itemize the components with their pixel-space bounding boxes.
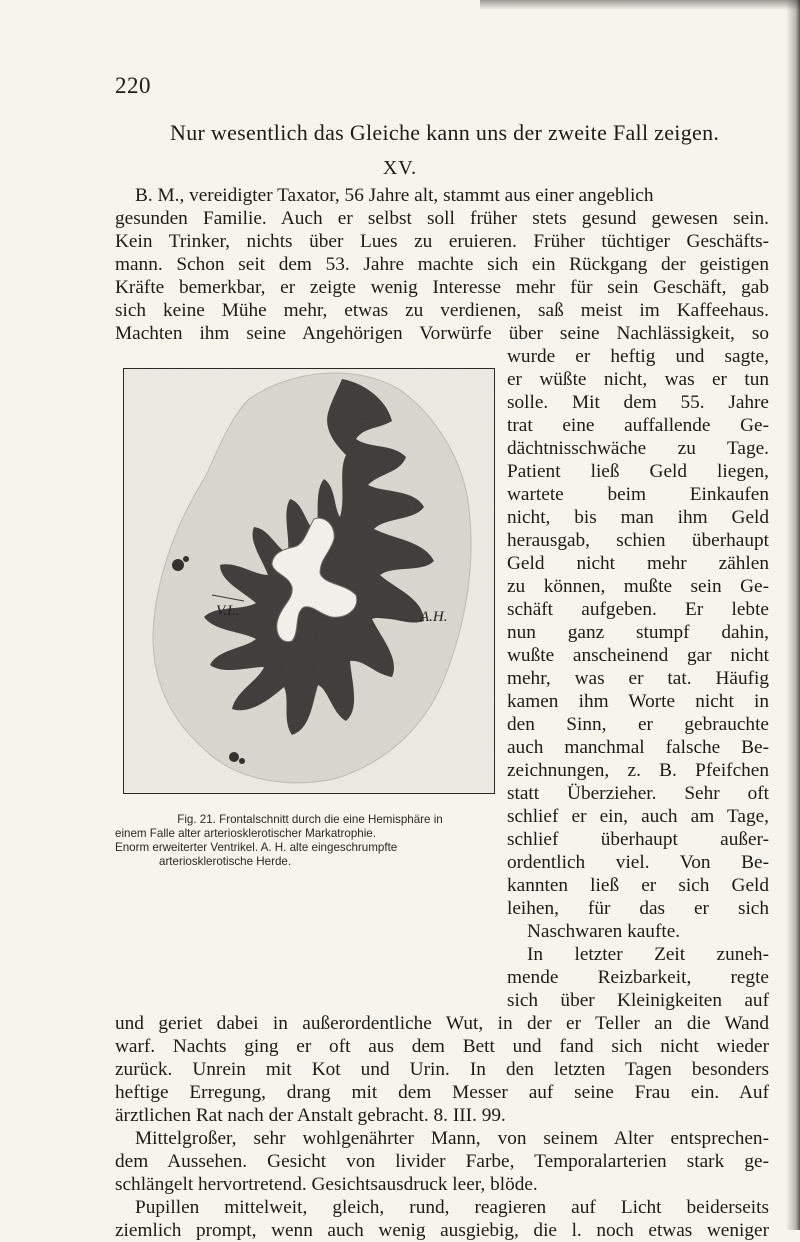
column-line: zu können, mußte sein Ge- [507,576,769,597]
figure-caption [115,813,505,869]
column-line: sich über Kleinigkeiten auf [507,990,769,1011]
text-line: und geriet dabei in außerordentliche Wut, in der er Teller an die Wand [115,1013,769,1034]
label-vl: V.L. [216,603,240,619]
section-heading: XV. [382,157,418,179]
text-line: gesunden Familie. Auch er selbst soll früher stets gesund gewesen sein. [115,208,769,229]
column-line: er wüßte nicht, was er tun [507,369,769,390]
text-line: Mittelgroßer, sehr wohlgenährter Mann, von seinem Alter entsprechen- [135,1128,769,1149]
column-line: wartete beim Einkaufen [507,484,769,505]
column-line: mehr, was er tat. Häufig [507,668,769,689]
column-line: solle. Mit dem 55. Jahre [507,392,769,413]
column-line: statt Überzieher. Sehr oft [507,783,769,804]
caption-line: Fig. 21. Frontalschnitt durch die eine Hemisphäre in [177,813,443,826]
column-line: trat eine auffallende Ge- [507,415,769,436]
text-line: schlängelt hervortretend. Gesichtsausdruck leer, blöde. [115,1174,538,1195]
column-line: mende Reizbarkeit, regte [507,967,769,988]
column-line: wußte anscheinend gar nicht [507,645,769,666]
text-line: ziemlich prompt, wenn auch wenig ausgiebig, die l. noch etwas weniger [115,1220,769,1241]
column-line: schlief er ein, auch am Tage, [507,806,769,827]
column-line: nicht, bis man ihm Geld [507,507,769,528]
column-line: den Sinn, er gebrauchte [507,714,769,735]
text-line: zurück. Unrein mit Kot und Urin. In den letzten Tagen besonders [115,1059,769,1080]
caption-line: Enorm erweiterter Ventrikel. A. H. alte eingeschrumpfte [115,841,398,854]
page-number: 220 [115,73,151,98]
column-line: auch manchmal falsche Be- [507,737,769,758]
brain-section-illustration [124,369,493,792]
text-line: warf. Nachts ging er oft aus dem Bett und fand sich nicht wieder [115,1036,769,1057]
column-line: dächtnisschwäche zu Tage. [507,438,769,459]
label-ah: A.H. [420,609,448,625]
column-line: In letzter Zeit zuneh- [527,944,769,965]
text-line: dem Aussehen. Gesicht von livider Farbe, Temporalarterien stark ge- [115,1151,769,1172]
page-edge-shadow [786,0,800,1230]
text-line: heftige Erregung, drang mit dem Messer auf seine Frau ein. Auf [115,1082,769,1103]
brain-section-figure [123,368,495,794]
text-line: mann. Schon seit dem 53. Jahre machte sich ein Rückgang der geistigen [115,254,769,275]
text-line: Pupillen mittelweit, gleich, rund, reagieren auf Licht beiderseits [135,1197,769,1218]
column-line: Naschwaren kaufte. [527,921,681,942]
column-line: herausgab, schien überhaupt [507,530,769,551]
caption-line: arteriosklerotische Herde. [159,855,292,868]
text-line: B. M., vereidigter Taxator, 56 Jahre alt, stammt aus einer angeblich [135,185,654,206]
column-line: ordentlich viel. Von Be- [507,852,769,873]
page-top-shadow [480,0,800,10]
text-line: Kräfte bemerkbar, er zeigte wenig Interesse mehr für sein Geschäft, gab [115,277,769,298]
column-line: kamen ihm Worte nicht in [507,691,769,712]
text-line: sich keine Mühe mehr, etwas zu verdienen, saß meist im Kaffeehaus. [115,300,769,321]
column-line: schäft aufgeben. Er lebte [507,599,769,620]
text-line: Kein Trinker, nichts über Lues zu eruieren. Früher tüchtiger Geschäfts- [115,231,769,252]
column-line: nun ganz stumpf dahin, [507,622,769,643]
column-line: zeichnungen, z. B. Pfeifchen [507,760,769,781]
column-line: Geld nicht mehr zählen [507,553,769,574]
column-line: schlief überhaupt außer- [507,829,769,850]
lead-sentence: Nur wesentlich das Gleiche kann uns der zweite Fall zeigen. [170,120,720,145]
column-line: kannten ließ er sich Geld [507,875,769,896]
column-line: Patient ließ Geld liegen, [507,461,769,482]
column-line: wurde er heftig und sagte, [507,346,769,367]
column-line: leihen, für das er sich [507,898,769,919]
text-line: Machten ihm seine Angehörigen Vorwürfe über seine Nachlässigkeit, so [115,323,769,344]
caption-line: einem Falle alter arteriosklerotischer Markatrophie. [115,827,376,840]
text-line: ärztlichen Rat nach der Anstalt gebracht. 8. III. 99. [115,1105,506,1126]
